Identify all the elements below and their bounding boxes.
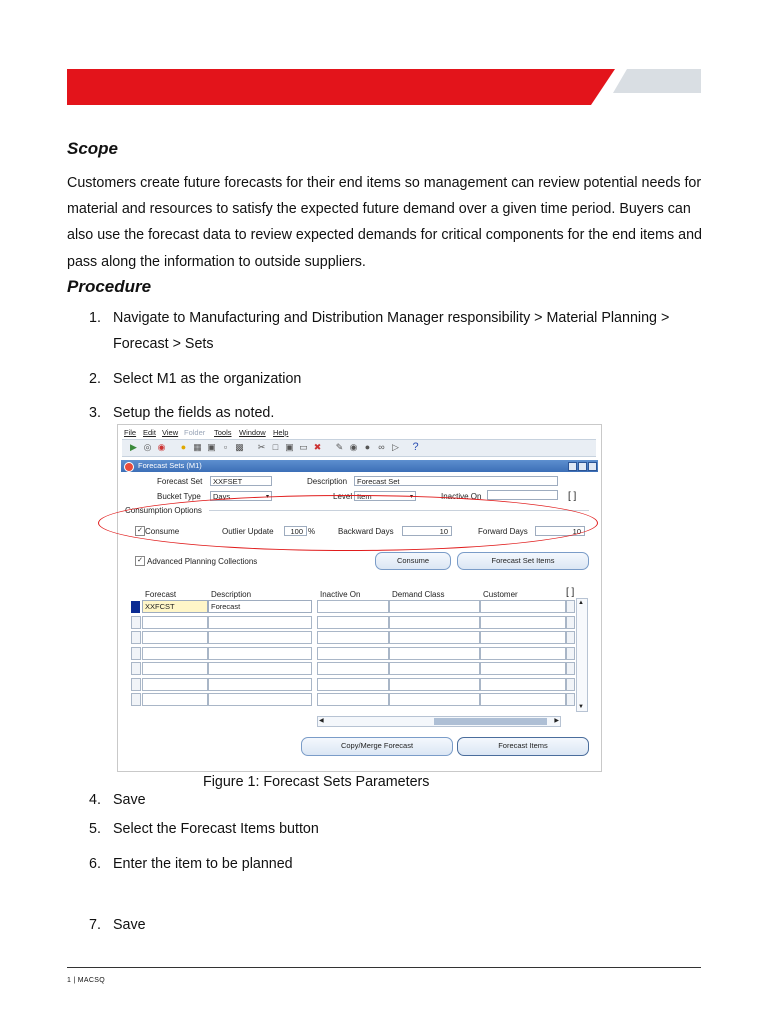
table-cell[interactable] [480,616,566,629]
scroll-down-icon[interactable]: ▼ [578,704,584,710]
table-cell[interactable] [142,693,208,706]
column-header-demand-class: Demand Class [392,590,445,599]
inactive-on-field[interactable] [487,490,558,500]
procedure-heading: Procedure [67,277,152,296]
bucket-type-label: Bucket Type [157,492,201,501]
percent-sign: % [308,527,316,536]
table-cell[interactable] [142,647,208,660]
advanced-planning-label: Advanced Planning Collections [147,557,258,566]
table-cell[interactable] [208,631,312,644]
table-cell[interactable] [208,647,312,660]
clear-record-icon[interactable]: ▭ [299,442,308,452]
description-label: Description [307,477,348,486]
table-cell[interactable] [317,693,389,706]
forecast-set-label: Forecast Set [157,477,203,486]
table-cell[interactable] [480,662,566,675]
folder-icon[interactable]: ▷ [392,442,399,452]
inactive-on-label: Inactive On [441,492,482,501]
table-cell[interactable] [317,631,389,644]
translations-icon[interactable]: ● [364,442,371,452]
scroll-right-icon[interactable]: ▶ [554,718,559,724]
table-cell[interactable] [317,600,389,613]
consumption-options-label: Consumption Options [125,506,202,515]
table-cell[interactable] [480,678,566,691]
forecast-sets-screenshot [117,424,602,772]
vertical-scrollbar[interactable] [576,598,588,712]
consume-label: Consume [145,527,180,536]
record-indicator-cell [131,631,141,644]
column-header-description: Description [211,590,252,599]
close-form-icon[interactable]: ▣ [207,442,216,452]
table-cell[interactable] [317,678,389,691]
delete-icon[interactable]: ✖ [313,442,322,452]
advanced-planning-checkbox[interactable]: ✓ [135,556,145,566]
forecast-set-items-button[interactable]: Forecast Set Items [457,552,589,570]
record-indicator-cell [131,616,141,629]
record-indicator-cell [131,647,141,660]
table-cell[interactable] [566,678,575,691]
table-cell[interactable] [566,600,575,613]
table-cell[interactable] [389,647,480,660]
forecast-set-field[interactable]: XXFSET [210,476,272,486]
table-cell[interactable] [389,631,480,644]
table-row-1-description[interactable]: Forecast [208,600,312,613]
table-cell[interactable] [208,693,312,706]
table-cell[interactable] [480,647,566,660]
table-cell[interactable] [480,631,566,644]
table-cell[interactable] [142,678,208,691]
outlier-update-label: Outlier Update [222,527,274,536]
table-cell[interactable] [480,600,566,613]
table-cell[interactable] [317,662,389,675]
bucket-type-select[interactable]: Days ▾ [210,491,272,501]
column-header-inactive-on: Inactive On [320,590,361,599]
table-cell[interactable] [566,647,575,660]
table-cell[interactable] [389,600,480,613]
dropdown-arrow-icon: ▾ [409,494,413,500]
menu-help[interactable]: Help [273,428,289,437]
window-title-bar [121,460,598,472]
copy-merge-forecast-button[interactable]: Copy/Merge Forecast [301,737,453,756]
table-cell[interactable] [317,616,389,629]
scroll-up-icon[interactable]: ▲ [578,600,584,606]
new-icon[interactable]: ▶ [130,442,137,452]
table-cell[interactable] [142,662,208,675]
table-cell[interactable] [566,693,575,706]
window-close-icon[interactable] [124,462,134,472]
toolbar [122,439,596,457]
folder-bracket-icon[interactable]: [ ] [568,491,577,502]
table-cell[interactable] [208,616,312,629]
description-field[interactable]: Forecast Set [354,476,558,486]
column-header-forecast: Forecast [145,590,177,599]
table-cell[interactable] [389,678,480,691]
table-cell[interactable] [480,693,566,706]
forward-days-field[interactable]: 10 [535,526,585,536]
backward-days-label: Backward Days [338,527,394,536]
level-select[interactable]: Item ▾ [354,491,416,501]
navigator-icon[interactable]: ◉ [157,442,166,452]
forecast-items-button[interactable]: Forecast Items [457,737,589,756]
horizontal-scroll-thumb[interactable] [434,718,547,725]
window-maximize-icon[interactable] [578,462,587,471]
forward-days-label: Forward Days [478,527,528,536]
copy-icon[interactable]: □ [272,442,279,452]
table-cell[interactable] [142,616,208,629]
current-record-indicator [131,601,140,613]
page-footer: 1 | MACSQ [67,977,105,984]
menu-folder[interactable]: Folder [184,428,206,437]
table-cell[interactable] [566,662,575,675]
zoom-icon[interactable]: ◉ [349,442,358,452]
table-cell[interactable] [208,662,312,675]
table-cell[interactable] [389,693,480,706]
callout-oval [98,495,598,551]
scope-heading: Scope [67,139,119,158]
backward-days-field[interactable]: 10 [402,526,452,536]
help-icon[interactable]: ? [412,441,419,453]
window-title: Forecast Sets (M1) [138,461,202,470]
outlier-update-field[interactable]: 100 [284,526,307,536]
table-cell[interactable] [142,631,208,644]
figure-caption: Figure 1: Forecast Sets Parameters [203,774,430,790]
paste-icon[interactable]: ▣ [285,442,294,452]
consume-checkbox[interactable]: ✓ [135,526,145,536]
consume-button[interactable]: Consume [375,552,451,570]
folder-tools-icon[interactable]: ▩ [235,442,244,452]
menu-bar [118,425,601,438]
edit-field-icon[interactable]: ✎ [335,442,344,452]
menu-window[interactable]: Window [239,428,266,437]
table-cell[interactable] [389,616,480,629]
attachment-icon[interactable]: ▫ [223,442,228,452]
table-cell[interactable] [208,678,312,691]
horizontal-scrollbar[interactable] [317,716,561,727]
menu-view[interactable]: View [162,428,179,437]
header-banner [67,69,701,105]
table-folder-bracket-icon[interactable]: [ ] [566,587,575,598]
find-icon[interactable]: ◎ [143,442,152,452]
record-indicator-cell [131,678,141,691]
menu-edit[interactable]: Edit [143,428,156,437]
table-cell[interactable] [317,647,389,660]
footer-rule [67,967,701,968]
menu-file[interactable]: File [124,428,137,437]
dropdown-arrow-icon: ▾ [265,494,269,500]
column-header-customer: Customer [483,590,518,599]
attachments-clip-icon[interactable]: ∞ [378,442,385,452]
table-cell[interactable] [389,662,480,675]
level-label: Level [333,492,353,501]
print-icon[interactable]: ▦ [193,442,202,452]
table-cell[interactable] [566,616,575,629]
scroll-left-icon[interactable]: ◀ [319,718,324,724]
scope-paragraph: Customers create future forecasts for their end items so management can review potential needs for material and resources to satisfy the expected future demand over a given time period. Buyers can also use the forecast data to review expected demands for critical components for the end items and pass along the information to outside suppliers. [67,175,702,270]
record-indicator-cell [131,662,141,675]
window-minimize-icon[interactable] [568,462,577,471]
menu-tools[interactable]: Tools [214,428,232,437]
cut-icon[interactable]: ✂ [257,442,266,452]
table-cell[interactable] [566,631,575,644]
window-close-button-icon[interactable] [588,462,597,471]
save-icon[interactable]: ● [180,442,187,452]
record-indicator-cell [131,693,141,706]
table-row-1-forecast[interactable]: XXFCST [142,600,208,613]
